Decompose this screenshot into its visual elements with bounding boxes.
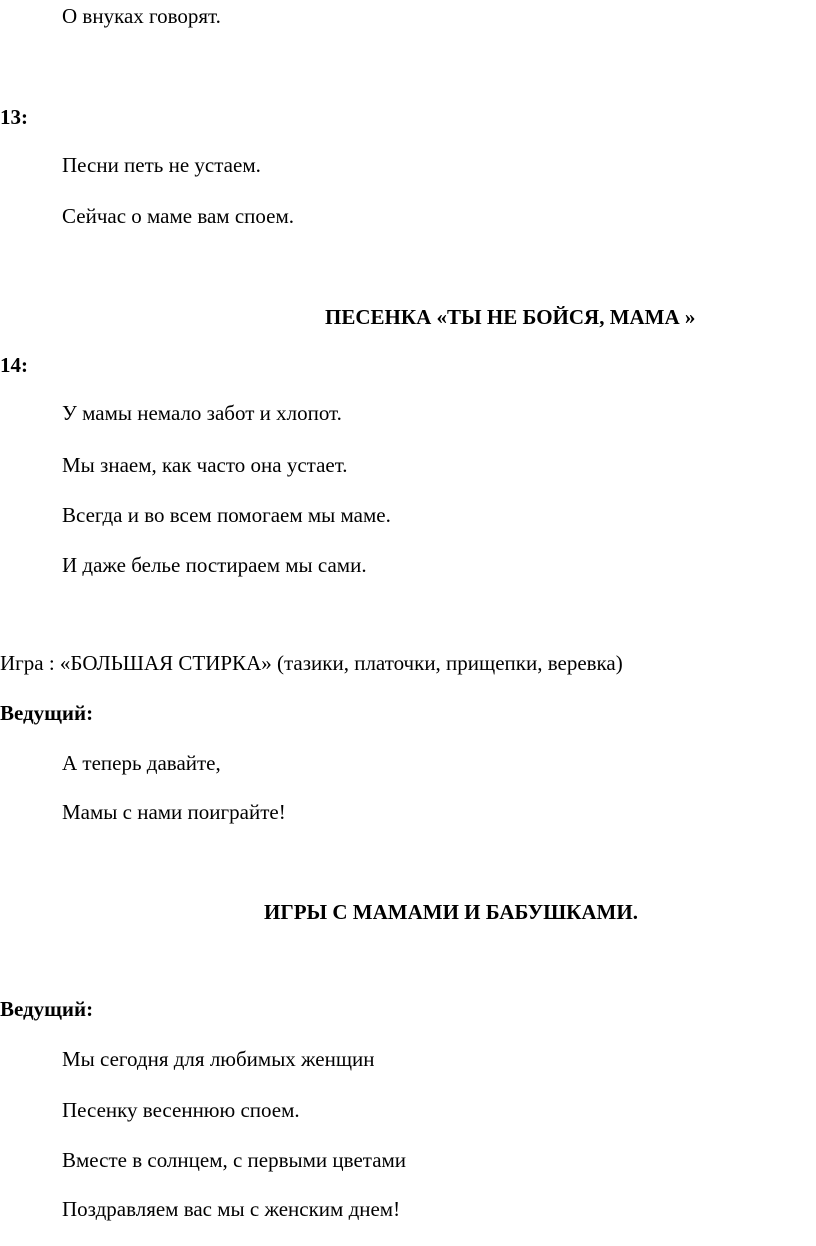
verse-line: Песенку весеннюю споем. (62, 1098, 300, 1122)
verse-line: О внуках говорят. (62, 4, 221, 28)
verse-line: Песни петь не устаем. (62, 153, 261, 177)
speaker-label: Ведущий: (0, 997, 94, 1021)
verse-line: А теперь давайте, (62, 751, 221, 775)
song-heading: ПЕСЕНКА «ТЫ НЕ БОЙСЯ, МАМА » (325, 305, 696, 329)
verse-line: Поздравляем вас мы с женским днем! (62, 1197, 401, 1221)
verse-line: Вместе в солнцем, с первыми цветами (62, 1148, 407, 1172)
verse-line: У мамы немало забот и хлопот. (62, 401, 342, 425)
verse-line: Всегда и во всем помогаем мы маме. (62, 503, 391, 527)
verse-line: И даже белье постираем мы сами. (62, 553, 367, 577)
verse-line: Мы сегодня для любимых женщин (62, 1047, 375, 1071)
speaker-label: Ведущий: (0, 701, 94, 725)
verse-line: Сейчас о маме вам споем. (62, 204, 295, 228)
verse-line: Мамы с нами поиграйте! (62, 800, 286, 824)
game-title: Игра : «БОЛЬШАЯ СТИРКА» (тазики, платочки, прищепки, веревка) (0, 651, 623, 675)
speaker-label: 14: (0, 353, 28, 377)
games-heading: ИГРЫ С МАМАМИ И БАБУШКАМИ. (264, 900, 638, 924)
verse-line: Мы знаем, как часто она устает. (62, 453, 348, 477)
speaker-label: 13: (0, 105, 28, 129)
